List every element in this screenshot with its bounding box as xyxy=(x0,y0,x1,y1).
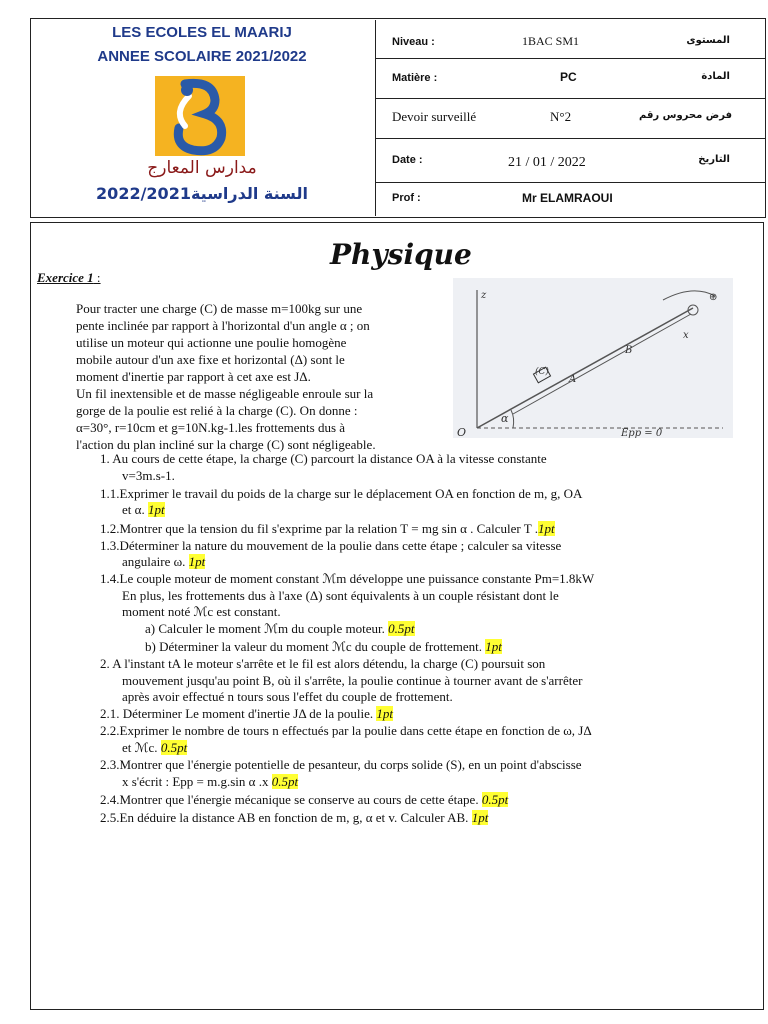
points-badge: 0.5pt xyxy=(160,740,188,755)
page-title: Physique xyxy=(330,238,472,271)
level-label-arabic: المستوى xyxy=(686,35,730,46)
level-value: 1BAC SM1 xyxy=(522,34,580,48)
subject-label-arabic: المادة xyxy=(701,71,730,82)
question-1-4: 1.4.Le couple moteur de moment constant ℳm développe une puissance constante Pm=1.8kW xyxy=(100,571,595,586)
load-label: (C) xyxy=(535,367,549,377)
points-badge: 1pt xyxy=(537,521,555,536)
question-1-4-a: a) Calculer le moment ℳm du couple moteur. 0.5pt xyxy=(145,621,415,636)
question-1-4-b: b) Déterminer la valeur du moment ℳc du couple de frottement. 1pt xyxy=(145,639,502,654)
intro-line: α=30°, r=10cm et g=10N.kg-1.les frottements dus à xyxy=(76,420,346,435)
school-name-arabic: مدارس المعارج xyxy=(147,158,257,178)
question-2-2-cont: et ℳc. 0.5pt xyxy=(122,740,188,755)
date-value: 21 / 01 / 2022 xyxy=(508,155,586,170)
exam-label: Devoir surveillé xyxy=(392,109,477,124)
question-1-3: 1.3.Déterminer la nature du mouvement de la poulie dans cette étape ; calculer sa vitesse xyxy=(100,538,562,553)
intro-line: Un fil inextensible et de masse négligeable enroule sur la xyxy=(76,386,374,401)
subject-value: PC xyxy=(560,70,577,84)
exam-label-arabic: فرض محروس رقم xyxy=(639,110,732,121)
teacher-label: Prof : xyxy=(392,192,421,204)
points-badge: 0.5pt xyxy=(271,774,299,789)
subject-label: Matière : xyxy=(392,72,438,84)
question-2-1: 2.1. Déterminer Le moment d'inertie JΔ de la poulie. 1pt xyxy=(100,706,394,721)
question-1-2: 1.2.Montrer que la tension du fil s'exprime par la relation T = mg sin α . Calculer T .1pt xyxy=(100,521,555,536)
exercise-heading: Exercice 1 : xyxy=(37,270,101,285)
question-1-4-cont: En plus, les frottements dus à l'axe (Δ) sont équivalents à un couple résistant dont le xyxy=(122,588,559,603)
points-badge: 1pt xyxy=(376,706,394,721)
row-divider xyxy=(376,182,766,183)
question-1-4-cont2: moment noté ℳc est constant. xyxy=(122,604,281,619)
question-2-2: 2.2.Exprimer le nombre de tours n effectués par la poulie dans cette étape en fonction de ω, JΔ xyxy=(100,723,592,738)
school-logo xyxy=(155,76,245,156)
point-a-label: A xyxy=(569,374,577,385)
row-divider xyxy=(376,138,766,139)
alpha-label: α xyxy=(501,412,509,425)
points-badge: 0.5pt xyxy=(481,792,509,807)
points-badge: 1pt xyxy=(188,554,206,569)
row-divider xyxy=(376,98,766,99)
rotation-sense-icon: ⊕ xyxy=(709,292,718,303)
exam-number: N°2 xyxy=(550,109,572,124)
school-name: LES ECOLES EL MAARIJ xyxy=(112,24,292,41)
question-2-cont2: après avoir effectué n tours sous l'effet du couple de frottement. xyxy=(122,689,453,704)
date-label: Date : xyxy=(392,154,423,166)
school-year: ANNEE SCOLAIRE 2021/2022 xyxy=(97,48,307,65)
question-1: 1. Au cours de cette étape, la charge (C) parcourt la distance OA à la vitesse constante xyxy=(100,451,547,466)
intro-paragraph xyxy=(76,300,446,385)
intro-line: l'action du plan incliné sur la charge (C) sont négligeable. xyxy=(76,437,376,452)
point-b-label: B xyxy=(625,345,633,356)
school-year-arabic: السنة الدراسية2022/2021 xyxy=(96,184,308,203)
question-2-3: 2.3.Montrer que l'énergie potentielle de pesanteur, du corps solide (S), en un point d'abscisse xyxy=(100,757,582,772)
intro-line: mobile autour d'un axe fixe et horizontal (Δ) sont le xyxy=(76,352,345,367)
level-label: Niveau : xyxy=(392,36,435,48)
points-badge: 1pt xyxy=(485,639,502,654)
epp-zero-label: Epp = 0 xyxy=(621,428,663,438)
question-2: 2. A l'instant tA le moteur s'arrête et le fil est alors détendu, la charge (C) poursuit son xyxy=(100,656,546,671)
question-2-3-cont: x s'écrit : Epp = m.g.sin α .x 0.5pt xyxy=(122,774,299,789)
question-2-4: 2.4.Montrer que l'énergie mécanique se conserve au cours de cette étape. 0.5pt xyxy=(100,792,509,807)
question-1-1: 1.1.Exprimer le travail du poids de la charge sur le déplacement OA en fonction de m, g, OA xyxy=(100,486,583,501)
inclined-plane-figure xyxy=(453,278,733,438)
question-1-3-cont: angulaire ω. 1pt xyxy=(122,554,206,569)
question-2-cont: mouvement jusqu'au point B, où il s'arrête, la poulie continue à tourner avant de s'arrêter xyxy=(122,673,583,688)
z-axis-label: z xyxy=(481,290,487,301)
origin-label: O xyxy=(457,426,467,438)
question-1-cont: v=3m.s-1. xyxy=(122,468,175,483)
points-badge: 1pt xyxy=(147,502,165,517)
question-2-5: 2.5.En déduire la distance AB en fonction de m, g, α et v. Calculer AB. 1pt xyxy=(100,810,489,825)
points-badge: 1pt xyxy=(471,810,489,825)
intro-line: Pour tracter une charge (C) de masse m=100kg sur une xyxy=(76,301,363,316)
row-divider xyxy=(376,58,766,59)
date-label-arabic: التاريخ xyxy=(698,154,730,165)
points-badge: 0.5pt xyxy=(388,621,415,636)
x-axis-label: x xyxy=(683,330,689,341)
teacher-name: Mr ELAMRAOUI xyxy=(522,191,613,205)
intro-line: moment d'inertie par rapport à cet axe est JΔ. xyxy=(76,369,311,384)
question-1-1-cont: et α. 1pt xyxy=(122,502,165,517)
intro-line: pente inclinée par rapport à l'horizontal d'un angle α ; on xyxy=(76,318,370,333)
intro-paragraph-2 xyxy=(76,385,456,453)
intro-line: gorge de la poulie est relié à la charge (C). On donne : xyxy=(76,403,358,418)
intro-line: utilise un moteur qui actionne une poulie homogène xyxy=(76,335,347,350)
